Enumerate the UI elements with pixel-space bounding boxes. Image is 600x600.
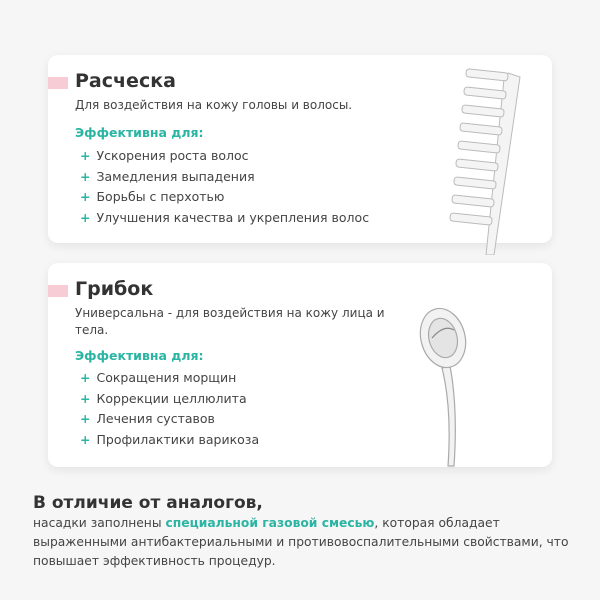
- plus-icon: +: [80, 390, 91, 406]
- plus-icon: +: [80, 411, 91, 426]
- benefit-list: [80, 146, 369, 228]
- highlight-text: специальной газовой смесью: [165, 516, 375, 530]
- plus-icon: +: [80, 370, 91, 385]
- glass-mushroom-image: [408, 288, 498, 468]
- plus-icon: +: [80, 168, 91, 184]
- bottom-title: В отличие от аналогов,: [33, 493, 263, 513]
- card-title: Расческа: [75, 70, 176, 92]
- plus-icon: +: [80, 148, 91, 163]
- pink-marker: [48, 285, 68, 297]
- mushroom-attachment-card: [48, 263, 552, 467]
- comb-attachment-card: [48, 55, 552, 243]
- plus-icon: +: [80, 189, 91, 204]
- list-item: + Улучшения качества и укрепления волос: [80, 209, 370, 225]
- card-description: Универсальна - для воздействия на кожу лица и тела.: [75, 306, 385, 337]
- list-item: + Замедления выпадения: [80, 168, 255, 184]
- benefit-list: [80, 368, 259, 450]
- bottom-note: [33, 492, 573, 571]
- card-title: Грибок: [75, 278, 154, 300]
- plus-icon: +: [80, 431, 91, 447]
- plus-icon: +: [80, 209, 91, 225]
- list-item: + Профилактики варикоза: [80, 431, 260, 447]
- effective-label: Эффективна для:: [75, 348, 204, 363]
- glass-comb-image: [428, 65, 528, 255]
- list-item: + Борьбы с перхотью: [80, 189, 225, 204]
- list-item: + Ускорения роста волос: [80, 148, 249, 163]
- pink-marker: [48, 77, 68, 89]
- list-item: + Коррекции целлюлита: [80, 390, 247, 406]
- bottom-text: насадки заполнены специальной газовой смесью, которая обладает выраженными антибактериальными и противовоспалительными свойствами, что повышает эффективность процедур.: [33, 516, 569, 568]
- list-item: + Лечения суставов: [80, 411, 215, 426]
- effective-label: Эффективна для:: [75, 125, 204, 140]
- card-description: Для воздействия на кожу головы и волосы.: [75, 98, 353, 112]
- list-item: + Сокращения морщин: [80, 370, 237, 385]
